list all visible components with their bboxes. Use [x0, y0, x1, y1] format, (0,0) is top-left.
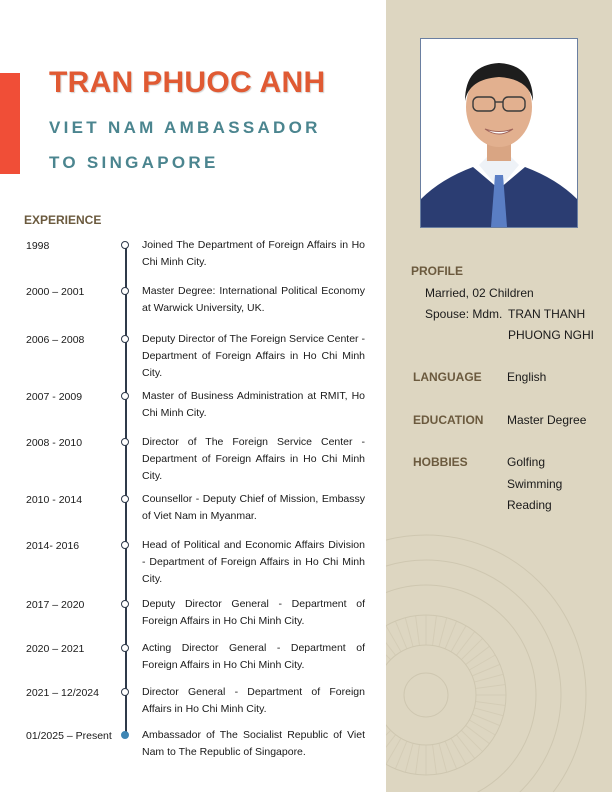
timeline-marker — [121, 438, 129, 446]
timeline-description: Head of Political and Economic Affairs Division - Department of Foreign Affairs in Ho Chi Minh City. — [142, 539, 365, 585]
job-title-line-1: VIET NAM AMBASSADOR — [49, 118, 321, 137]
timeline-marker — [121, 392, 129, 400]
timeline-date: 2000 – 2001 — [26, 286, 85, 298]
language-label: LANGUAGE — [413, 370, 482, 384]
profile-heading: PROFILE — [411, 264, 464, 278]
timeline-description: Master of Business Administration at RMIT, Ho Chi Minh City. — [142, 390, 365, 419]
timeline-description: Director of The Foreign Service Center - Department of Foreign Affairs in Ho Chi Minh City. — [142, 436, 365, 482]
timeline-marker — [121, 335, 129, 343]
timeline-date: 2017 – 2020 — [26, 599, 85, 611]
timeline-date: 2010 - 2014 — [26, 494, 83, 506]
decorative-seal-watermark — [386, 520, 612, 792]
timeline-date: 2008 - 2010 — [26, 437, 83, 449]
timeline-marker — [121, 644, 129, 652]
timeline-date: 1998 — [26, 240, 50, 252]
timeline-date: 2021 – 12/2024 — [26, 687, 99, 699]
timeline-date: 2007 - 2009 — [26, 391, 83, 403]
accent-bar — [0, 73, 20, 174]
timeline-marker — [121, 541, 129, 549]
timeline-date: 01/2025 – Present — [26, 730, 112, 742]
experience-heading: EXPERIENCE — [24, 213, 102, 227]
education-label: EDUCATION — [413, 413, 484, 427]
timeline-description: Deputy Director General - Department of Foreign Affairs in Ho Chi Minh City. — [142, 598, 365, 627]
timeline-date: 2020 – 2021 — [26, 643, 85, 655]
spouse-name-line-2: PHUONG NGHI — [508, 328, 595, 342]
timeline-description: Ambassador of The Socialist Republic of Viet Nam to The Republic of Singapore. — [142, 729, 365, 758]
language-value: English — [507, 370, 547, 384]
timeline-marker — [121, 287, 129, 295]
education-value: Master Degree — [507, 413, 587, 427]
hobbies-label: HOBBIES — [413, 455, 468, 469]
spouse-label: Spouse: Mdm. — [425, 307, 503, 321]
timeline-description: Deputy Director of The Foreign Service Center - Department of Foreign Affairs in Ho Chi Minh City. — [142, 333, 365, 379]
family-status: Married, 02 Children — [425, 286, 534, 300]
profile-photo — [420, 38, 578, 228]
timeline-marker — [121, 600, 129, 608]
spouse-name-line-1: TRAN THANH — [508, 307, 586, 321]
timeline-description: Joined The Department of Foreign Affairs in Ho Chi Minh City. — [142, 239, 365, 268]
hobby-item: Golfing — [507, 455, 546, 469]
timeline-marker — [121, 688, 129, 696]
hobby-item: Reading — [507, 498, 552, 512]
timeline-description: Director General - Department of Foreign Affairs in Ho Chi Minh City. — [142, 686, 365, 715]
timeline-date: 2006 – 2008 — [26, 334, 85, 346]
timeline-description: Acting Director General - Department of Foreign Affairs in Ho Chi Minh City. — [142, 642, 365, 671]
timeline-marker — [121, 495, 129, 503]
timeline-marker — [121, 241, 129, 249]
timeline-current-marker — [121, 731, 129, 739]
person-name: TRAN PHUOC ANH — [49, 66, 326, 99]
timeline-line — [125, 243, 127, 733]
hobby-item: Swimming — [507, 477, 563, 491]
timeline-description: Master Degree: International Political Economy at Warwick University, UK. — [142, 285, 365, 314]
job-title-line-2: TO SINGAPORE — [49, 153, 219, 172]
timeline-date: 2014- 2016 — [26, 540, 80, 552]
timeline-description: Counsellor - Deputy Chief of Mission, Embassy of Viet Nam in Myanmar. — [142, 493, 365, 522]
